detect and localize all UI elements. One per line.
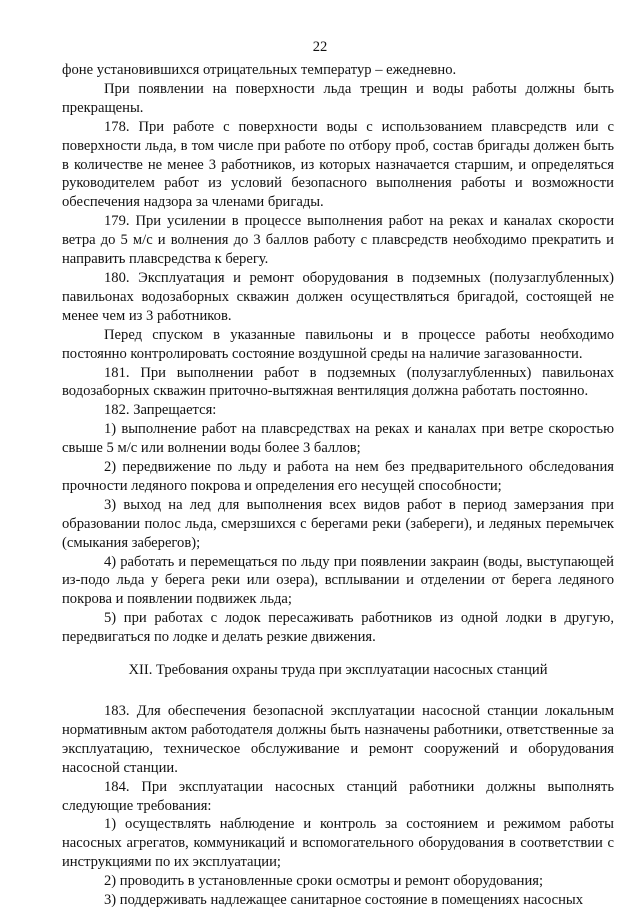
paragraph-181: 181. При выполнении работ в подземных (полузаглубленных) павильонах водозаборных скважин приточно-вытяжная вентиляция должна работать постоянно. [62, 364, 614, 400]
list-item-184-1: 1) осуществлять наблюдение и контроль за состоянием и режимом работы насосных агрегатов, коммуникаций и вспомогательного оборудования в соответствии с инструкциями по их эксплуатации; [62, 816, 614, 871]
page-number: 22 [312, 39, 328, 55]
list-item-182-3: 3) выход на лед для выполнения всех видов работ в период замерзания при образовании полос льда, смерзшихся с берегами реки (забереги), и ледяных перемычек (смыкания заберегов); [62, 496, 614, 551]
paragraph-184: 184. При эксплуатации насосных станций работники должны выполнять следующие требования: [62, 778, 614, 814]
paragraph-air-control: Перед спуском в указанные павильоны и в процессе работы необходимо постоянно контролировать состояние воздушной среды на наличие загазованности. [62, 326, 614, 362]
paragraph-179: 179. При усилении в процессе выполнения работ на реках и каналах скорости ветра до 5 м/с и волнения до 3 баллов работу с плавсредств необходимо прекратить и направить плавсредства к берегу. [62, 213, 614, 268]
list-item-182-1: 1) выполнение работ на плавсредствах на реках и каналах при ветре скоростью свыше 5 м/с или волнении воды более 3 баллов; [62, 421, 614, 457]
section-heading: XII. Требования охраны труда при эксплуатации насосных станций [128, 662, 548, 679]
paragraph-180: 180. Эксплуатация и ремонт оборудования в подземных (полузаглубленных) павильонах водозаборных скважин должен осуществляться бригадой, состоящей не менее чем из 3 работников. [62, 269, 614, 324]
paragraph-ice-cracks: При появлении на поверхности льда трещин и воды работы должны быть прекращены. [62, 80, 614, 116]
paragraph-182: 182. Запрещается: [104, 402, 217, 419]
list-item-184-2: 2) проводить в установленные сроки осмотры и ремонт оборудования; [104, 873, 544, 890]
list-item-182-5: 5) при работах с лодок пересаживать работников из одной лодки в другую, передвигаться по лодке и делать резкие движения. [62, 610, 614, 646]
document-body [62, 61, 614, 910]
list-item-182-4: 4) работать и перемещаться по льду при появлении закраин (воды, выступающей из-подо льда у берега реки или озера), всплывании и отделении от берега ледяного покрова и появлении подвижек льда; [62, 553, 614, 608]
list-item-184-3: 3) поддерживать надлежащее санитарное состояние в помещениях насосных [104, 892, 584, 909]
paragraph-183: 183. Для обеспечения безопасной эксплуатации насосной станции локальным нормативным актом работодателя должны быть назначены работники, ответственные за эксплуатацию, техническое обслуживание и ремонт сооружений и оборудования насосной станции. [62, 703, 614, 776]
paragraph-continuation: фоне установившихся отрицательных температур – ежедневно. [62, 62, 457, 78]
paragraph-178: 178. При работе с поверхности воды с использованием плавсредств или с поверхности льда, в том числе при работе по отбору проб, состав бригады должен быть в количестве не менее 3 работников, из которых назначается старшим, и определяться руководителем работ из условий безопасного выполнения работы и возможности обеспечения надзора за членами бригады. [62, 118, 614, 211]
list-item-182-2: 2) передвижение по льду и работа на нем без предварительного обследования прочности ледяного покрова и определения его несущей способности; [62, 459, 614, 494]
